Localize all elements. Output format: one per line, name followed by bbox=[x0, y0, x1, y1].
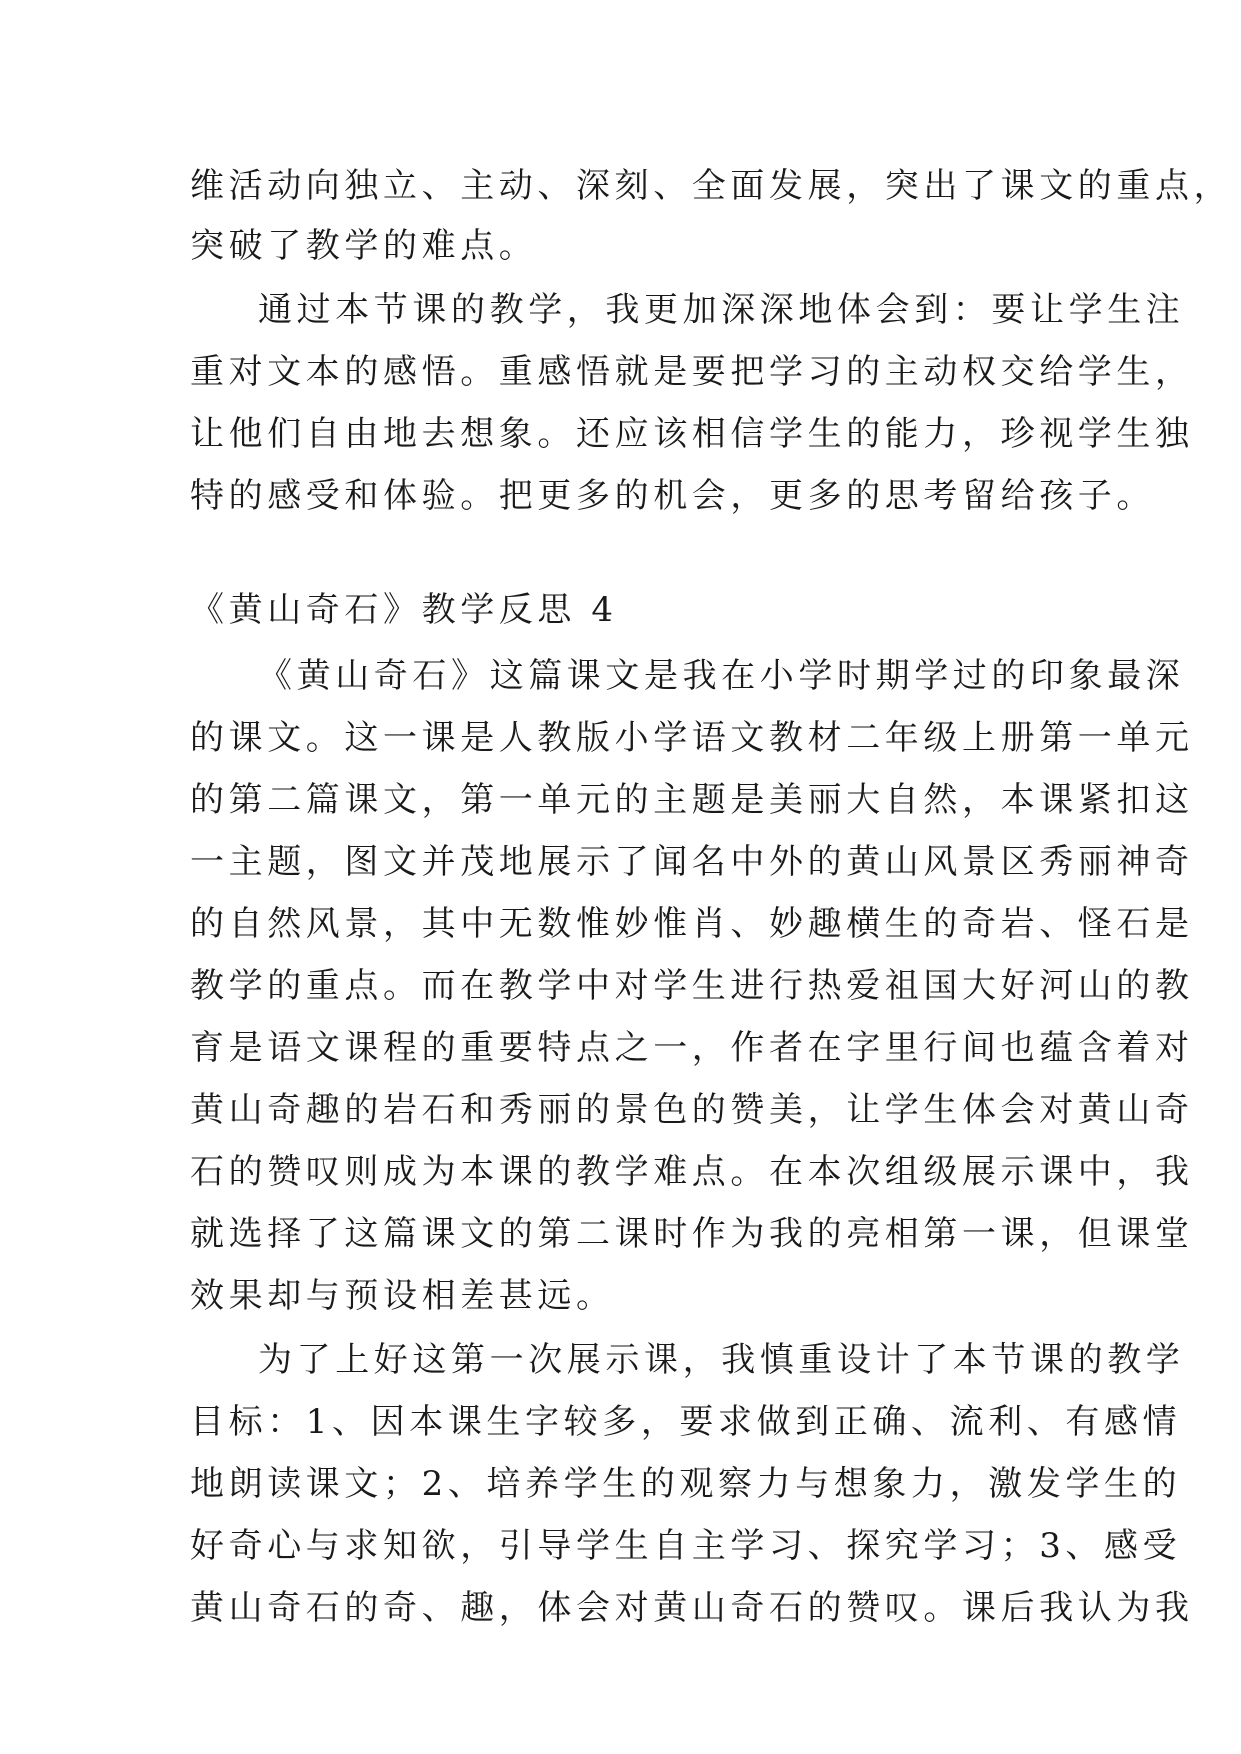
paragraph-line: 让他们自由地去想象。还应该相信学生的能力，珍视学生独 bbox=[190, 414, 1194, 454]
paragraph-line: 育是语文课程的重要特点之一，作者在字里行间也蕴含着对 bbox=[190, 1028, 1194, 1068]
paragraph-line: 重对文本的感悟。重感悟就是要把学习的主动权交给学生， bbox=[190, 352, 1194, 392]
paragraph-line: 黄山奇趣的岩石和秀丽的景色的赞美，让学生体会对黄山奇 bbox=[190, 1090, 1194, 1130]
paragraph-line: 特的感受和体验。把更多的机会，更多的思考留给孩子。 bbox=[190, 476, 1155, 516]
paragraph-line: 通过本节课的教学，我更加深深地体会到：要让学生注 bbox=[258, 290, 1185, 330]
paragraph-line: 地朗读课文；2、培养学生的观察力与想象力，激发学生的 bbox=[190, 1464, 1182, 1504]
paragraph-line: 效果却与预设相差甚远。 bbox=[190, 1276, 615, 1316]
paragraph-line: 黄山奇石的奇、趣，体会对黄山奇石的赞叹。课后我认为我 bbox=[190, 1588, 1194, 1628]
paragraph-line: 目标：1、因本课生字较多，要求做到正确、流利、有感情 bbox=[190, 1402, 1182, 1442]
paragraph-line: 石的赞叹则成为本课的教学难点。在本次组级展示课中，我 bbox=[190, 1152, 1194, 1192]
paragraph-line: 维活动向独立、主动、深刻、全面发展，突出了课文的重点， bbox=[190, 166, 1233, 206]
paragraph-line: 的自然风景，其中无数惟妙惟肖、妙趣横生的奇岩、怪石是 bbox=[190, 904, 1194, 944]
paragraph-line: 的课文。这一课是人教版小学语文教材二年级上册第一单元 bbox=[190, 718, 1194, 758]
paragraph-line: 的第二篇课文，第一单元的主题是美丽大自然，本课紧扣这 bbox=[190, 780, 1194, 820]
paragraph-line: 为了上好这第一次展示课，我慎重设计了本节课的教学 bbox=[258, 1340, 1185, 1380]
section-title: 《黄山奇石》教学反思 4 bbox=[190, 590, 618, 630]
paragraph-line: 教学的重点。而在教学中对学生进行热爱祖国大好河山的教 bbox=[190, 966, 1194, 1006]
paragraph-line: 就选择了这篇课文的第二课时作为我的亮相第一课，但课堂 bbox=[190, 1214, 1194, 1254]
paragraph-line: 好奇心与求知欲，引导学生自主学习、探究学习；3、感受 bbox=[190, 1526, 1182, 1566]
paragraph-line: 一主题，图文并茂地展示了闻名中外的黄山风景区秀丽神奇 bbox=[190, 842, 1194, 882]
paragraph-line: 《黄山奇石》这篇课文是我在小学时期学过的印象最深 bbox=[258, 656, 1185, 696]
paragraph-line: 突破了教学的难点。 bbox=[190, 226, 538, 266]
